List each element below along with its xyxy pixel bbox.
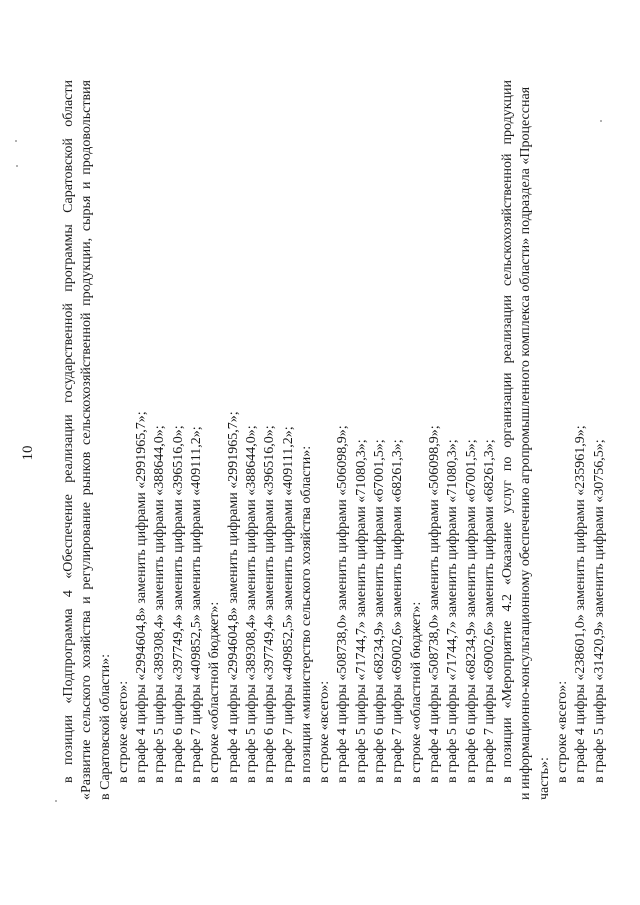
list-item: в графе 7 цифры «69002,6» заменить цифрами «68261,3»; <box>390 439 406 783</box>
list-item: в графе 6 цифры «68234,9» заменить цифрами «67001,5»; <box>463 439 479 783</box>
list-item: в графе 4 цифры «508738,0» заменить цифрами «506098,9»; <box>426 425 442 783</box>
list-item: в строке «всего»: <box>555 680 571 783</box>
list-item: в графе 5 цифры «71744,7» заменить цифрами «71080,3»; <box>445 439 461 783</box>
list-item: в графе 6 цифры «68234,9» заменить цифрами «67001,5»; <box>372 439 388 783</box>
list-item: в графе 4 цифры «2994604,8» заменить цифрами «2991965,7»; <box>225 411 241 783</box>
paragraph-line: в позиции «Мероприятие 4.2 «Оказание услуг по организации реализации сельскохозяйственной продукции <box>500 80 516 783</box>
page-number: 10 <box>20 445 36 461</box>
list-item: в графе 5 цифры «389308,4» заменить цифрами «388644,0»; <box>152 425 168 783</box>
scan-speck <box>15 140 17 142</box>
list-item: в графе 6 цифры «397749,4» заменить цифрами «396516,0»; <box>170 425 186 783</box>
list-item: в графе 5 цифры «31420,9» заменить цифрами «30756,5»; <box>591 439 607 783</box>
list-item: в графе 4 цифры «238601,0» заменить цифрами «235961,9»; <box>573 425 589 783</box>
list-item: в графе 4 цифры «508738,0» заменить цифрами «506098,9»; <box>335 425 351 783</box>
paragraph-line: в позиции «министерство сельского хозяйства области»: <box>298 445 314 783</box>
scan-speck <box>16 165 18 167</box>
list-item: в графе 5 цифры «389308,4» заменить цифрами «388644,0»; <box>243 425 259 783</box>
scan-speck <box>55 800 57 802</box>
list-item: в строке «всего»: <box>317 680 333 783</box>
list-item: в графе 7 цифры «409852,5» заменить цифрами «409111,2»; <box>189 426 205 783</box>
list-item: в строке «всего»: <box>115 680 131 783</box>
paragraph-line: «Развитие сельского хозяйства и регулирование рынков сельскохозяйственной продукции, сырья и продовольствия <box>79 80 95 800</box>
list-item: в строке «областной бюджет»: <box>408 601 424 783</box>
paragraph-line: в позиции «Подпрограмма 4 «Обеспечение реализации государственной программы Саратовской области <box>61 80 76 783</box>
list-item: в графе 6 цифры «397749,4» заменить цифрами «396516,0»; <box>262 425 278 783</box>
list-item: в строке «областной бюджет»: <box>207 601 223 783</box>
list-item: в графе 5 цифры «71744,7» заменить цифрами «71080,3»; <box>353 439 369 783</box>
paragraph-line: и информационно-консультационному обеспечению агропромышленного комплекса области» подраздела «Процессная часть»: <box>518 86 552 800</box>
scan-speck <box>600 120 602 122</box>
paragraph-line: в Саратовской области»: <box>97 654 113 800</box>
list-item: в графе 7 цифры «409852,5» заменить цифрами «409111,2»; <box>280 426 296 783</box>
list-item: в графе 7 цифры «69002,6» заменить цифрами «68261,3»; <box>481 439 497 783</box>
document-body <box>60 80 609 800</box>
list-item: в графе 4 цифры «2994604,8» заменить цифрами «2991965,7»; <box>134 411 150 783</box>
